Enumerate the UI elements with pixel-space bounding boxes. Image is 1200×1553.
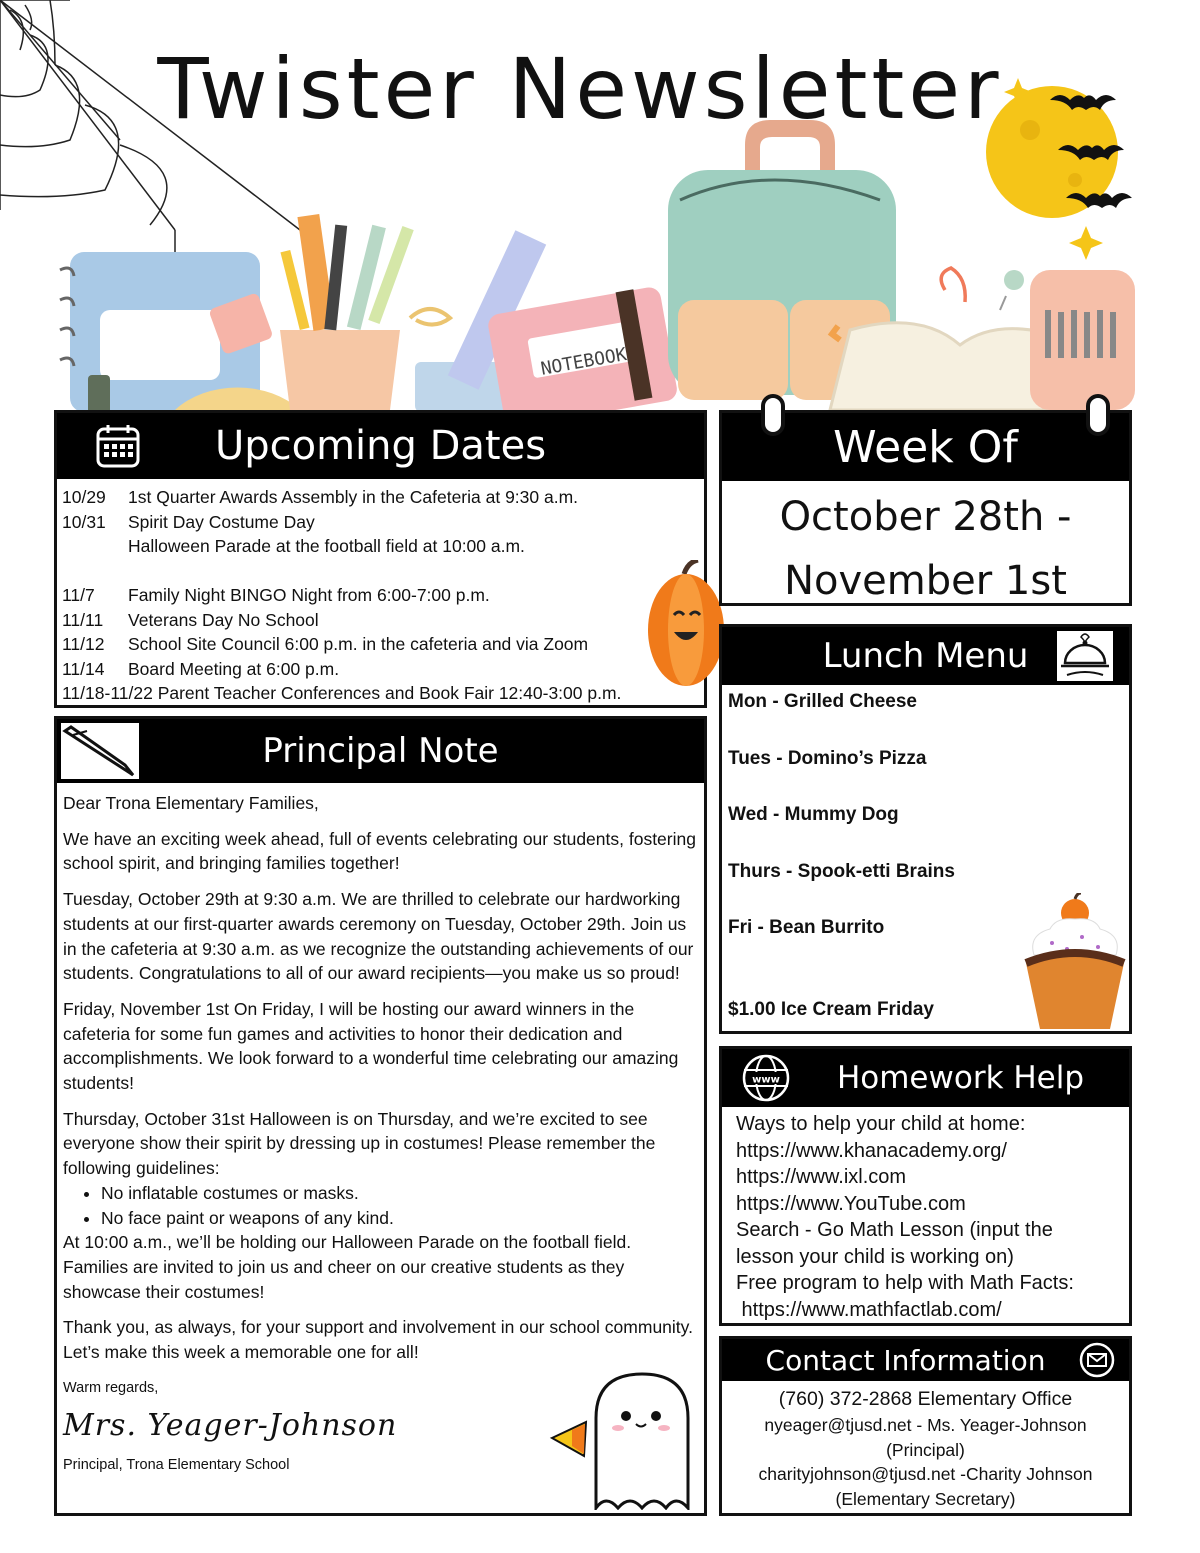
list-item: 11/18-11/22 Parent Teacher Conferences and Book Fair 12:40-3:00 p.m. [62,683,622,703]
help-line: Ways to help your child at home: [736,1113,1026,1135]
svg-text:www: www [752,1074,780,1086]
principal-note-header [57,719,704,783]
upcoming-dates-header [57,413,704,479]
help-line: lesson your child is working on) [736,1245,1014,1268]
link[interactable]: https://www.mathfactlab.com/ [736,1298,1002,1321]
paperclip-icon [410,309,450,325]
pumpkin-icon [646,560,726,690]
list-item: 11/14 Board Meeting at 6:00 p.m. [62,658,340,679]
lunch-menu-header [722,627,1129,685]
binder-ring-icon [760,393,786,437]
list-item: • No face paint or weapons of any kind. [101,1206,696,1231]
link[interactable]: https://www.ixl.com [736,1166,907,1188]
lunch-item: Tues - Domino’s Pizza [728,747,927,769]
marker-icon [88,375,110,410]
paperclip-icon [941,268,965,302]
contact-role: (Principal) [886,1439,965,1460]
cupcake-icon [1022,893,1128,1033]
week-dates: October 28th - November 1st [779,494,1072,604]
sparkle-icon [1069,226,1103,260]
link[interactable]: https://www.YouTube.com [736,1192,966,1215]
paragraph: Thursday, October 31st Halloween is on Thursday, and we’re excited to see everyone show their spirit by dressing up in costumes! Please remember the following guidelines: [63,1108,656,1179]
contact-information-header [722,1339,1129,1381]
email-line[interactable]: charityjohnson@tjusd.net -Charity Johnson [758,1464,1093,1484]
list-item: • No inflatable costumes or masks. [101,1181,696,1206]
lunch-item: Wed - Mummy Dog [728,804,899,825]
greeting: Dear Trona Elementary Families, [63,793,319,813]
paragraph: We have an exciting week ahead, full of events celebrating our students, fostering school spirit, and bringing families together! [63,828,696,874]
contact-information-section [719,1336,1132,1516]
mail-icon [1079,1342,1115,1378]
list-item: 10/31 Spirit Day Costume Day [62,511,315,532]
pushpin-icon [1000,270,1024,310]
list-item: Halloween Parade at the football field at 10:00 a.m. [128,536,525,556]
dates-list [57,479,704,706]
pen-icon [61,723,139,779]
guidelines-list [101,1181,696,1230]
cloche-icon [1057,631,1113,681]
globe-icon [740,1054,792,1102]
lunch-item: Thurs - Spook-etti Brains [728,860,955,882]
paragraph: Friday, November 1st On Friday, I will be hosting our award winners in the cafeteria for some fun games and activities to honor their dedication and accomplishments. We look forward to a wonderful time celebrating our amazing students! [63,998,679,1094]
svg-text:NOTEBOOK: NOTEBOOK [539,344,629,380]
signature-title: Principal, Trona Elementary School [63,1457,290,1474]
pencil-cup-icon [280,330,400,410]
list-item: 11/12 School Site Council 6:00 p.m. in the cafeteria and via Zoom [62,634,589,654]
upcoming-dates-section [54,410,707,708]
closing: Warm regards, [63,1379,159,1396]
principal-note-title: Principal Note [262,731,499,771]
email-line[interactable]: nyeager@tjusd.net - Ms. Yeager-Johnson [764,1415,1087,1435]
contact-information-body [722,1381,1129,1511]
phone-number: (760) 372-2868 Elementary Office [778,1388,1073,1410]
signature: Mrs. Yeager-Johnson [63,1408,398,1444]
homework-help-section [719,1046,1132,1326]
lunch-menu-title: Lunch Menu [822,636,1029,676]
ice-cream-note: $1.00 Ice Cream Friday [728,999,934,1020]
newsletter-title: Twister Newsletter [157,40,1003,138]
homework-help-body [722,1107,1129,1323]
week-of-section [719,410,1132,606]
paragraph: Tuesday, October 29th at 9:30 a.m. We are thrilled to celebrate our hardworking students at our first-quarter awards ceremony on Tuesday, October 29th. Join us in the cafeteria at 9:30 a.m. as we recognize the outstanding achievements of our students. Congratulations to all of our award recipients—you make us so proud! [63,889,694,984]
paragraph: At 10:00 a.m., we’ll be holding our Halloween Parade on the football field. Families are invited to join us and cheer on our creative students as they showcase their costumes! [63,1232,632,1302]
list-item: 11/7 Family Night BINGO Night from 6:00-7:00 p.m. [62,585,490,605]
paragraph: Thank you, as always, for your support and involvement in our school community. Let’s make this week a memorable one for all! [63,1317,693,1363]
contact-information-title: Contact Information [765,1343,1046,1377]
upcoming-dates-title: Upcoming Dates [214,423,547,469]
list-item: 11/11 Veterans Day No School [62,609,319,630]
homework-help-header [722,1049,1129,1107]
lunch-item: Mon - Grilled Cheese [728,691,917,712]
help-line: Search - Go Math Lesson (input the [736,1219,1053,1241]
contact-role: (Elementary Secretary) [835,1488,1016,1509]
week-of-title: Week Of [833,421,1018,473]
ghost-icon [548,1368,698,1510]
help-line: Free program to help with Math Facts: [736,1272,1074,1294]
homework-help-title: Homework Help [836,1060,1085,1096]
binder-ring-icon [1085,393,1111,437]
list-item: 10/29 1st Quarter Awards Assembly in the Cafeteria at 9:30 a.m. [62,487,579,507]
lunch-item: Fri - Bean Burrito [728,917,885,938]
calendar-icon [95,423,141,469]
link[interactable]: https://www.khanacademy.org/ [736,1139,1007,1162]
